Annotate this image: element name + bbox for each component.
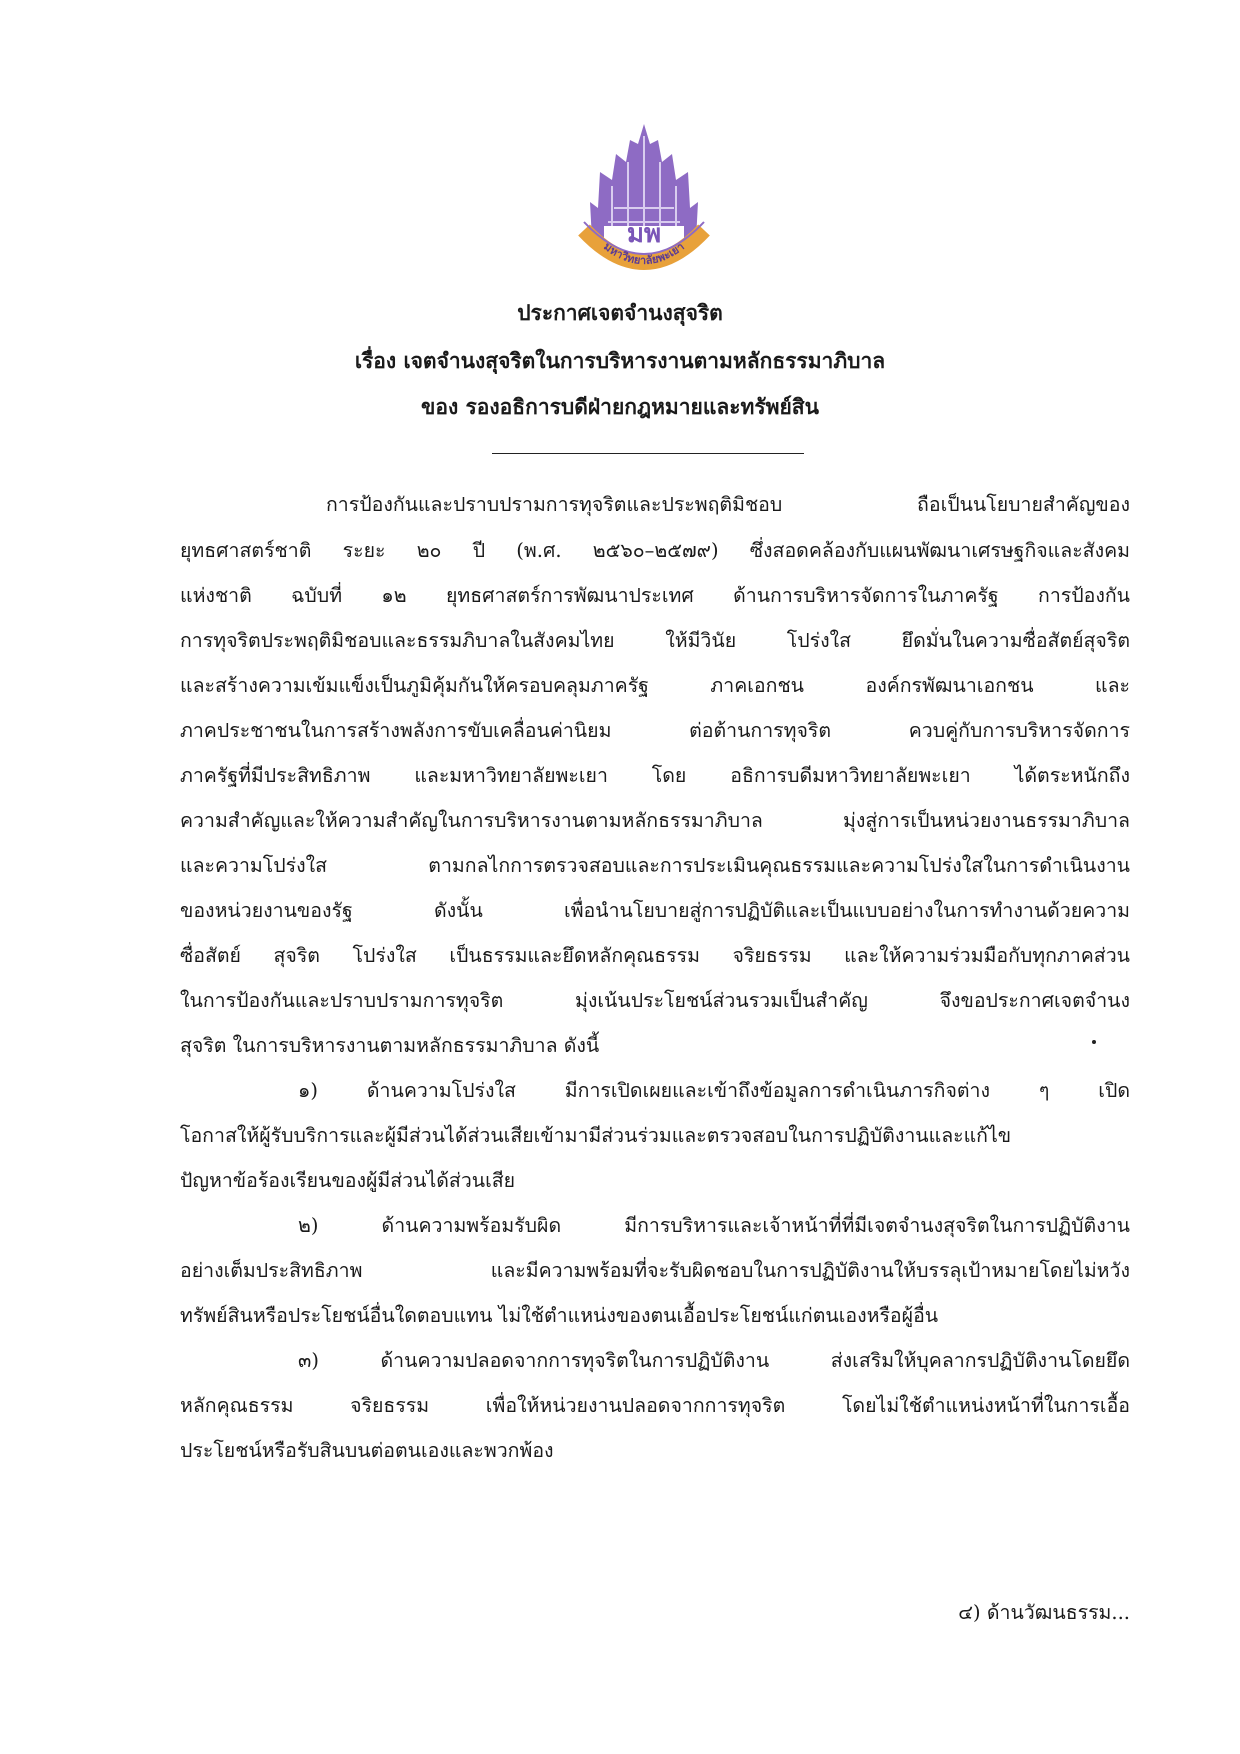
intro-line: ภาคประชาชนในการสร้างพลังการขับเคลื่อนค่านิยม ต่อต้านการทุจริต ควบคู่กับการบริหารจัดการ [180, 719, 1130, 742]
announcement-subject: เรื่อง เจตจำนงสุจริตในการบริหารงานตามหลักธรรมาภิบาล [354, 348, 886, 373]
intro-line: แห่งชาติ ฉบับที่ ๑๒ ยุทธศาสตร์การพัฒนาประเทศ ด้านการบริหารจัดการในภาครัฐ การป้องกัน [180, 584, 1130, 607]
title-divider [492, 453, 804, 454]
university-logo [578, 122, 710, 284]
continued-next-page: ๔) ด้านวัฒนธรรม... [958, 1601, 1130, 1624]
item-2-line: ๒) ด้านความพร้อมรับผิด มีการบริหารและเจ้าหน้าที่ที่มีเจตจำนงสุจริตในการปฏิบัติงาน [298, 1214, 1130, 1237]
item-3-line: ๓) ด้านความปลอดจากการทุจริตในการปฏิบัติงาน ส่งเสริมให้บุคลากรปฏิบัติงานโดยยึด [298, 1349, 1130, 1372]
logo-ribbon-text: มหาวิทยาลัยพะเยา [601, 239, 687, 268]
item-3-line: หลักคุณธรรม จริยธรรม เพื่อให้หน่วยงานปลอดจากการทุจริต โดยไม่ใช้ตำแหน่งหน้าที่ในการเอื้อ [180, 1394, 1130, 1417]
emblem-letters: มพ [626, 219, 662, 249]
intro-line: สุจริต ในการบริหารงานตามหลักธรรมาภิบาล ดังนี้ [180, 1034, 600, 1057]
intro-line: ซื่อสัตย์ สุจริต โปร่งใส เป็นธรรมและยึดหลักคุณธรรม จริยธรรม และให้ความร่วมมือกับทุกภาคส่วน [180, 944, 1130, 967]
intro-line: ในการป้องกันและปราบปรามการทุจริต มุ่งเน้นประโยชน์ส่วนรวมเป็นสำคัญ จึงขอประกาศเจตจำนง [180, 989, 1130, 1012]
announcement-title: ประกาศเจตจำนงสุจริต [517, 300, 723, 325]
item-3-line: ประโยชน์หรือรับสินบนต่อตนเองและพวกพ้อง [180, 1439, 554, 1462]
intro-line: ความสำคัญและให้ความสำคัญในการบริหารงานตามหลักธรรมาภิบาล มุ่งสู่การเป็นหน่วยงานธรรมาภิบาล [180, 809, 1130, 832]
announcement-issuer: ของ รองอธิการบดีฝ่ายกฎหมายและทรัพย์สิน [421, 394, 819, 419]
intro-line: การป้องกันและปราบปรามการทุจริตและประพฤติมิชอบ ถือเป็นนโยบายสำคัญของ [326, 493, 1130, 516]
intro-line: ยุทธศาสตร์ชาติ ระยะ ๒๐ ปี (พ.ศ. ๒๕๖๐–๒๕๗๙) ซึ่งสอดคล้องกับแผนพัฒนาเศรษฐกิจและสังคม [180, 539, 1130, 562]
item-2-line: ทรัพย์สินหรือประโยชน์อื่นใดตอบแทน ไม่ใช้ตำแหน่งของตนเอื้อประโยชน์แก่ตนเองหรือผู้อื่น [180, 1304, 939, 1327]
intro-line: และความโปร่งใส ตามกลไกการตรวจสอบและการประเมินคุณธรรมและความโปร่งใสในการดำเนินงาน [180, 854, 1130, 877]
item-1-line: โอกาสให้ผู้รับบริการและผู้มีส่วนได้ส่วนเสียเข้ามามีส่วนร่วมและตรวจสอบในการปฏิบัติงานและแก้ไข [180, 1124, 1012, 1147]
intro-line: การทุจริตประพฤติมิชอบและธรรมภิบาลในสังคมไทย ให้มีวินัย โปร่งใส ยึดมั่นในความซื่อสัตย์สุจริต [180, 629, 1130, 652]
item-1-line: ๑) ด้านความโปร่งใส มีการเปิดเผยและเข้าถึงข้อมูลการดำเนินภารกิจต่าง ๆ เปิด [298, 1079, 1130, 1102]
stray-dot [1092, 1040, 1096, 1044]
item-1-line: ปัญหาข้อร้องเรียนของผู้มีส่วนได้ส่วนเสีย [180, 1169, 516, 1192]
intro-line: และสร้างความเข้มแข็งเป็นภูมิคุ้มกันให้ครอบคลุมภาครัฐ ภาคเอกชน องค์กรพัฒนาเอกชน และ [180, 674, 1130, 697]
intro-line: ของหน่วยงานของรัฐ ดังนั้น เพื่อนำนโยบายสู่การปฏิบัติและเป็นแบบอย่างในการทำงานด้วยความ [180, 899, 1130, 922]
intro-line: ภาครัฐที่มีประสิทธิภาพ และมหาวิทยาลัยพะเยา โดย อธิการบดีมหาวิทยาลัยพะเยา ได้ตระหนักถึง [180, 764, 1130, 787]
item-2-line: อย่างเต็มประสิทธิภาพ และมีความพร้อมที่จะรับผิดชอบในการปฏิบัติงานให้บรรลุเป้าหมายโดยไม่หวัง [180, 1259, 1130, 1282]
university-emblem-icon [578, 122, 710, 284]
